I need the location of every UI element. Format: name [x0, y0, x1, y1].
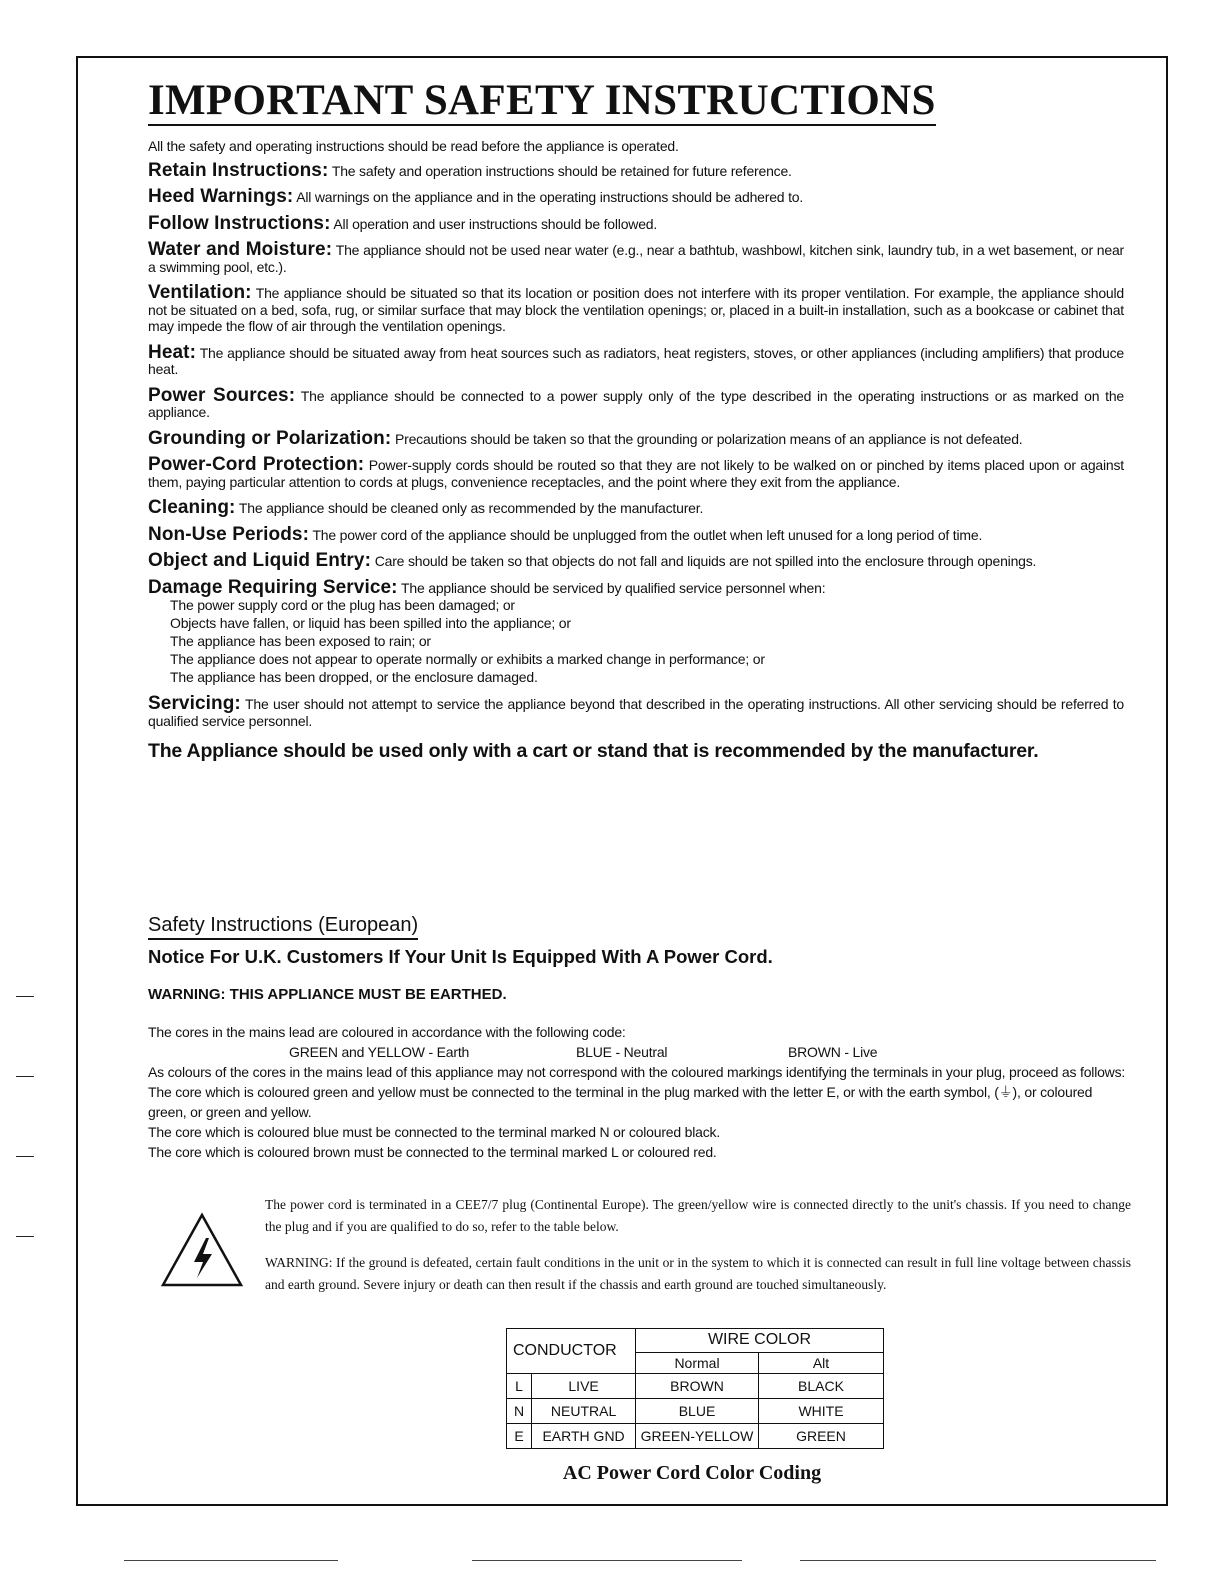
item-heading: Cleaning:	[148, 497, 236, 518]
cell-normal: GREEN-YELLOW	[636, 1424, 759, 1449]
service-conditions-list	[170, 596, 1124, 686]
cores-line: The core which is coloured green and yellow must be connected to the terminal in the plug marked with the letter E, or with the earth symbol, (⏚), or coloured green, or green and yellow.	[148, 1084, 1093, 1120]
ground-warning: WARNING: If the ground is defeated, certain fault conditions in the unit or in the system to which it is connected can result in full line voltage between chassis and earth ground. Severe injury or death can then result if the chassis and earth ground are touched simultaneously.	[265, 1255, 1131, 1292]
item-text: The appliance should be situated away from heat sources such as radiators, heat registers, stoves, or other appliances (including amplifiers) that produce heat.	[148, 344, 1124, 377]
item-heading: Object and Liquid Entry:	[148, 550, 372, 571]
instruction-item	[148, 341, 1124, 378]
margin-mark	[16, 996, 34, 997]
color-code-row	[148, 1042, 1128, 1062]
cores-line: The core which is coloured brown must be connected to the terminal marked L or coloured red.	[148, 1144, 717, 1160]
header-alt: Alt	[759, 1352, 884, 1373]
item-heading: Power-Cord Protection:	[148, 454, 365, 475]
cell-alt: GREEN	[759, 1424, 884, 1449]
uk-notice-heading: Notice For U.K. Customers If Your Unit Is Equipped With A Power Cord.	[148, 946, 773, 967]
item-text: The appliance should be cleaned only as recommended by the manufacturer.	[238, 500, 704, 516]
margin-mark	[16, 1156, 34, 1157]
item-text: The safety and operation instructions should be retained for future reference.	[331, 162, 792, 179]
code-neutral: BLUE - Neutral	[576, 1044, 668, 1060]
instruction-item	[148, 550, 1124, 571]
item-text: Power-supply cords should be routed so that they are not likely to be walked on or pinched by items placed upon or against them, paying particular attention to cords at plugs, convenience receptacles, and the point where they exit from the appliance.	[148, 457, 1124, 490]
safety-instructions	[148, 138, 1124, 770]
electrical-hazard-icon	[160, 1212, 244, 1288]
item-text: The appliance should be serviced by qualified service personnel when:	[401, 579, 826, 596]
bottom-rule	[800, 1560, 1156, 1561]
item-heading: Heed Warnings:	[148, 186, 294, 207]
item-heading: Follow Instructions:	[148, 212, 331, 234]
instruction-item	[148, 159, 1124, 181]
list-item: The power supply cord or the plug has been damaged; or	[170, 597, 515, 613]
cell-name: NEUTRAL	[532, 1399, 636, 1424]
item-text: The user should not attempt to service the appliance beyond that described in the operating instructions. All other servicing should be referred to qualified service personnel.	[148, 696, 1124, 729]
cell-code: N	[507, 1399, 532, 1424]
damage-requiring-service	[148, 576, 1124, 687]
cell-name: EARTH GND	[532, 1424, 636, 1449]
instruction-item	[148, 186, 1124, 207]
earthed-warning: WARNING: THIS APPLIANCE MUST BE EARTHED.	[148, 986, 507, 1003]
margin-mark	[16, 1076, 34, 1077]
list-item: Objects have fallen, or liquid has been spilled into the appliance; or	[170, 615, 571, 631]
item-text: All warnings on the appliance and in the operating instructions should be adhered to.	[296, 189, 804, 205]
cell-alt: BLACK	[759, 1374, 884, 1399]
list-item: The appliance has been exposed to rain; or	[170, 633, 431, 649]
power-cord-notes	[265, 1194, 1131, 1310]
page-title: IMPORTANT SAFETY INSTRUCTIONS	[148, 77, 936, 124]
item-heading: Heat:	[148, 341, 197, 363]
intro-text: All the safety and operating instructions should be read before the appliance is operated.	[148, 138, 679, 154]
european-section-title: Safety Instructions (European)	[148, 912, 418, 940]
instruction-item	[148, 523, 1124, 545]
cores-line: The core which is coloured blue must be connected to the terminal marked N or coloured black.	[148, 1124, 721, 1140]
code-earth: GREEN and YELLOW - Earth	[289, 1044, 470, 1060]
cell-alt: WHITE	[759, 1399, 884, 1424]
mains-lead-instructions	[148, 1022, 1128, 1162]
instruction-item	[148, 239, 1124, 275]
item-text: All operation and user instructions should be followed.	[333, 215, 658, 232]
item-text: The appliance should be connected to a power supply only of the type described in the operating instructions or as marked on the appliance.	[148, 387, 1124, 420]
item-heading: Water and Moisture:	[148, 239, 333, 260]
cores-line: As colours of the cores in the mains lead of this appliance may not correspond with the coloured markings identifying the terminals in your plug, proceed as follows:	[148, 1064, 1126, 1080]
header-conductor: CONDUCTOR	[507, 1329, 636, 1374]
item-text: The appliance should be situated so that its location or position does not interfere with its proper ventilation. For example, the appliance should not be situated on a bed, sofa, rug, or similar surface that may block the ventilation openings; or, placed in a built-in installation, such as a bookcase or cabinet that may impede the flow of air through the ventilation openings.	[148, 285, 1124, 334]
instruction-item	[148, 693, 1124, 729]
table-row	[507, 1424, 884, 1449]
cord-note: The power cord is terminated in a CEE7/7 plug (Continental Europe). The green/yellow wire is connected directly to the unit's chassis. If you need to change the plug and if you are qualified to do so, refer to the table below.	[265, 1197, 1131, 1234]
instruction-item	[148, 497, 1124, 518]
list-item: The appliance has been dropped, or the enclosure damaged.	[170, 669, 538, 685]
item-heading: Servicing:	[148, 693, 241, 714]
item-text: Care should be taken so that objects do not fall and liquids are not spilled into the enclosure through openings.	[374, 553, 1037, 569]
cell-code: E	[507, 1424, 532, 1449]
instruction-item	[148, 427, 1124, 449]
instruction-item	[148, 384, 1124, 421]
item-text: The power cord of the appliance should be unplugged from the outlet when left unused for a long period of time.	[312, 526, 983, 543]
header-wire-color: WIRE COLOR	[636, 1329, 884, 1353]
item-text: Precautions should be taken so that the grounding or polarization means of an appliance is not defeated.	[394, 430, 1023, 447]
instruction-item	[148, 454, 1124, 490]
item-heading: Damage Requiring Service:	[148, 576, 398, 598]
code-live: BROWN - Live	[788, 1044, 878, 1060]
margin-mark	[16, 1236, 34, 1237]
instruction-item	[148, 576, 1124, 598]
wire-color-table	[506, 1328, 884, 1449]
cell-code: L	[507, 1374, 532, 1399]
item-heading: Retain Instructions:	[148, 159, 329, 181]
cores-intro: The cores in the mains lead are coloured in accordance with the following code:	[148, 1024, 626, 1040]
instruction-item	[148, 282, 1124, 335]
instruction-item	[148, 212, 1124, 234]
bottom-rule	[472, 1560, 742, 1561]
item-text: The appliance should not be used near water (e.g., near a bathtub, washbowl, kitchen sink, laundry tub, in a wet basement, or near a swimming pool, etc.).	[148, 242, 1124, 275]
header-normal: Normal	[636, 1352, 759, 1373]
item-heading: Non-Use Periods:	[148, 523, 310, 545]
table-row	[507, 1374, 884, 1399]
table-row	[507, 1399, 884, 1424]
item-heading: Grounding or Polarization:	[148, 427, 392, 449]
table-caption: AC Power Cord Color Coding	[562, 1462, 822, 1484]
cart-recommendation: The Appliance should be used only with a cart or stand that is recommended by the manufacturer.	[148, 740, 1039, 762]
bottom-rule	[124, 1560, 338, 1561]
item-heading: Power Sources:	[148, 384, 296, 406]
cell-normal: BLUE	[636, 1399, 759, 1424]
item-heading: Ventilation:	[148, 282, 252, 303]
list-item: The appliance does not appear to operate normally or exhibits a marked change in performance; or	[170, 651, 765, 667]
cell-name: LIVE	[532, 1374, 636, 1399]
cell-normal: BROWN	[636, 1374, 759, 1399]
